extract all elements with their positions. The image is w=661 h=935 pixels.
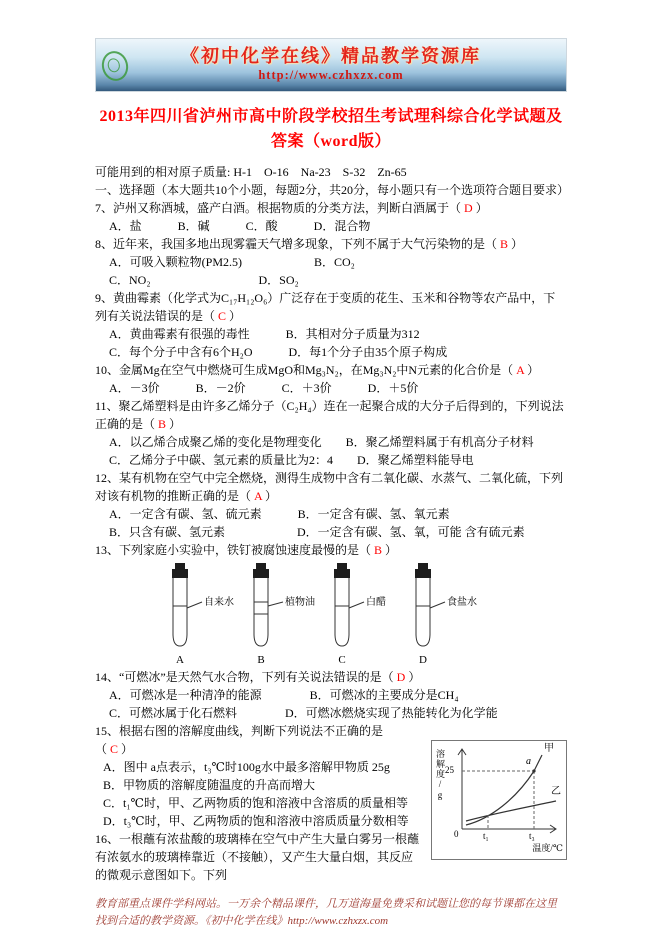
q9-option-line: A．黄曲霉素有很强的毒性 B．其相对分子质量为312 [109, 327, 420, 341]
paren-close: ） [229, 309, 242, 323]
q9-stem [95, 289, 567, 325]
q14-answer: D [393, 670, 409, 684]
q11-option-line: C．乙烯分子中碳、氢元素的质量比为2：4 D．聚乙烯塑料能导电 [109, 453, 474, 467]
q8-answer: B [497, 237, 512, 251]
q7-answer: D [461, 201, 476, 215]
q8-stem [95, 235, 567, 253]
footer-url-link[interactable]: http://www.czhxzx.com [287, 915, 389, 927]
footer-text: 教育部重点课件学科网站。一万余个精品课件，几万道海量免费采和试题让您的每节课都在这里找到合适的教学资源。《初中化学在线》 [95, 898, 557, 927]
q15-option-line: C．t₁℃时，甲、乙两物质的饱和溶液中含溶质的质量相等 [103, 796, 408, 810]
q7-option-line: A．盐 B．碱 C．酸 D．混合物 [109, 219, 371, 233]
test-tubes-illustration [157, 562, 497, 666]
graph-x-axis-label: 温度/℃ [532, 843, 563, 853]
tube-b-letter: B [257, 654, 265, 666]
tube-b-label: 植物油 [285, 597, 315, 608]
q9-answer: C [215, 309, 230, 323]
site-url-link[interactable]: http://www.czhxzx.com [258, 68, 404, 82]
graph-y-axis-label: 溶解度/g [435, 749, 445, 801]
stem-text: 9、黄曲霉素（化学式为C₁₇H₁₂O₆）广泛存在于变质的花生、玉米和谷物等农产品中，下列有关说法错误的是（ [95, 291, 556, 323]
q12-option-line: B．只含有碳、氢元素 D．一定含有碳、氢、氧，可能 含有硫元素 [109, 525, 525, 539]
q12-stem [95, 469, 567, 505]
stem-text: 13、下列家庭小实验中，铁钉被腐蚀速度最慢的是（ [95, 543, 372, 557]
stem-text: 7、泸州又称酒城，盛产白酒。根据物质的分类方法，判断白酒属于（ [95, 201, 462, 215]
graph-tick-25: 25 [445, 765, 454, 775]
paren-close: ） [169, 417, 182, 431]
q11-stem [95, 397, 567, 433]
q15-option-line: A．图中 a点表示，t₃℃时100g水中最多溶解甲物质 25g [103, 760, 390, 774]
q10-answer: A [513, 363, 528, 377]
stem-text: 12、某有机物在空气中完全燃烧，测得生成物中含有二氧化碳、水蒸气、二氧化硫，下列对该有机物的推断正确的是（ [95, 471, 564, 503]
paren-close: ） [408, 670, 421, 684]
paren-close: ） [527, 363, 540, 377]
tube-c-label: 白醋 [366, 597, 386, 608]
section-heading: 一、选择题（本大题共10个小题，每题2分，共20分，每小题只有一个选项符合题目要求） [95, 183, 570, 197]
document-content [95, 38, 570, 930]
graph-curve-jia-label: 甲 [544, 743, 554, 754]
stem-text: 10、金属Mg在空气中燃烧可生成MgO和Mg₃N₂，在Mg₃N₂中N元素的化合价是（ [95, 363, 514, 377]
q13-stem [95, 541, 567, 559]
exam-body [95, 163, 570, 884]
q12-option-line: A．一定含有碳、氢、硫元素 B．一定含有碳、氢、氧元素 [109, 507, 450, 521]
q9-option-line: C．每个分子中含有6个H₂O D．每1个分子由35个原子构成 [109, 345, 448, 359]
q14-option-line: C．可燃冰属于化石燃料 D．可燃冰燃烧实现了热能转化为化学能 [109, 706, 498, 720]
q10-stem [95, 361, 567, 379]
q15-option-line: D．t₃℃时，甲、乙两物质的饱和溶液中溶质质量分数相等 [103, 814, 409, 828]
graph-point-a-label: a [526, 756, 531, 767]
tube-d-letter: D [419, 654, 427, 666]
tube-c-letter: C [338, 654, 346, 666]
q8-option-line: A．可吸入颗粒物(PM2.5) B．CO₂ [109, 255, 355, 269]
paren-close: ） [121, 742, 134, 756]
q16-stem: 16、一根蘸有浓盐酸的玻璃棒在空气中产生大量白雾另一根蘸有浓氨水的玻璃棒靠近（不接触），又产生大量白烟，其反应的微观示意图如下。下列 [95, 832, 420, 882]
tube-a-letter: A [176, 654, 184, 666]
q13-test-tube-figure [157, 562, 567, 666]
stem-text: 11、聚乙烯塑料是由许多乙烯分子（C₂H₄）连在一起聚合成的大分子后得到的，下列说法正确的是（ [95, 399, 564, 431]
paren-close: ） [385, 543, 398, 557]
atomic-masses: 可能用到的相对原子质量: H-1 O-16 Na-23 S-32 Zn-65 [95, 165, 407, 179]
q11-option-line: A．以乙烯合成聚乙烯的变化是物理变化 B．聚乙烯塑料属于有机高分子材料 [109, 435, 534, 449]
q7-stem [95, 199, 567, 217]
q15-stem: 15、根据右图的溶解度曲线，判断下列说法不正确的是 [95, 724, 384, 738]
paren-close: ） [265, 489, 278, 503]
q8-option-line: C．NO₂ D．SO₂ [109, 273, 299, 287]
tube-a-label: 自来水 [204, 597, 234, 608]
tube-d-label: 食盐水 [447, 597, 477, 608]
q15-solubility-graph [431, 740, 567, 860]
stem-text: 8、近年来，我国多地出现雾霾天气增多现象，下列不属于大气污染物的是（ [95, 237, 498, 251]
paren-close: ） [475, 201, 488, 215]
stem-text: 14、“可燃冰”是天然气水合物，下列有关说法错误的是（ [95, 670, 394, 684]
q13-answer: B [371, 543, 386, 557]
q14-stem [95, 668, 567, 686]
q10-option-line: A．－3价 B．－2价 C．＋3价 D．＋5价 [109, 381, 419, 395]
graph-tick-t1: t₁ [483, 831, 489, 841]
solubility-curves-illustration [432, 741, 566, 859]
paren-close: ） [511, 237, 524, 251]
q11-answer: B [155, 417, 170, 431]
q12-answer: A [251, 489, 266, 503]
q14-option-line: A．可燃冰是一种清净的能源 B．可燃冰的主要成分是CH₄ [109, 688, 459, 702]
graph-curve-yi-label: 乙 [551, 786, 561, 797]
page-title: 2013年四川省泸州市高中阶段学校招生考试理科综合化学试题及答案（word版） [99, 108, 563, 150]
site-title: 《初中化学在线》精品教学资源库 [181, 46, 481, 66]
q15-option-line: B．甲物质的溶解度随温度的升高而增大 [103, 778, 316, 792]
graph-tick-t3: t₃ [529, 831, 535, 841]
paren-open: （ [95, 742, 108, 756]
footer-note [95, 896, 567, 930]
site-banner [95, 38, 567, 92]
graph-origin-label: 0 [454, 829, 459, 839]
q15-answer: C [107, 742, 122, 756]
